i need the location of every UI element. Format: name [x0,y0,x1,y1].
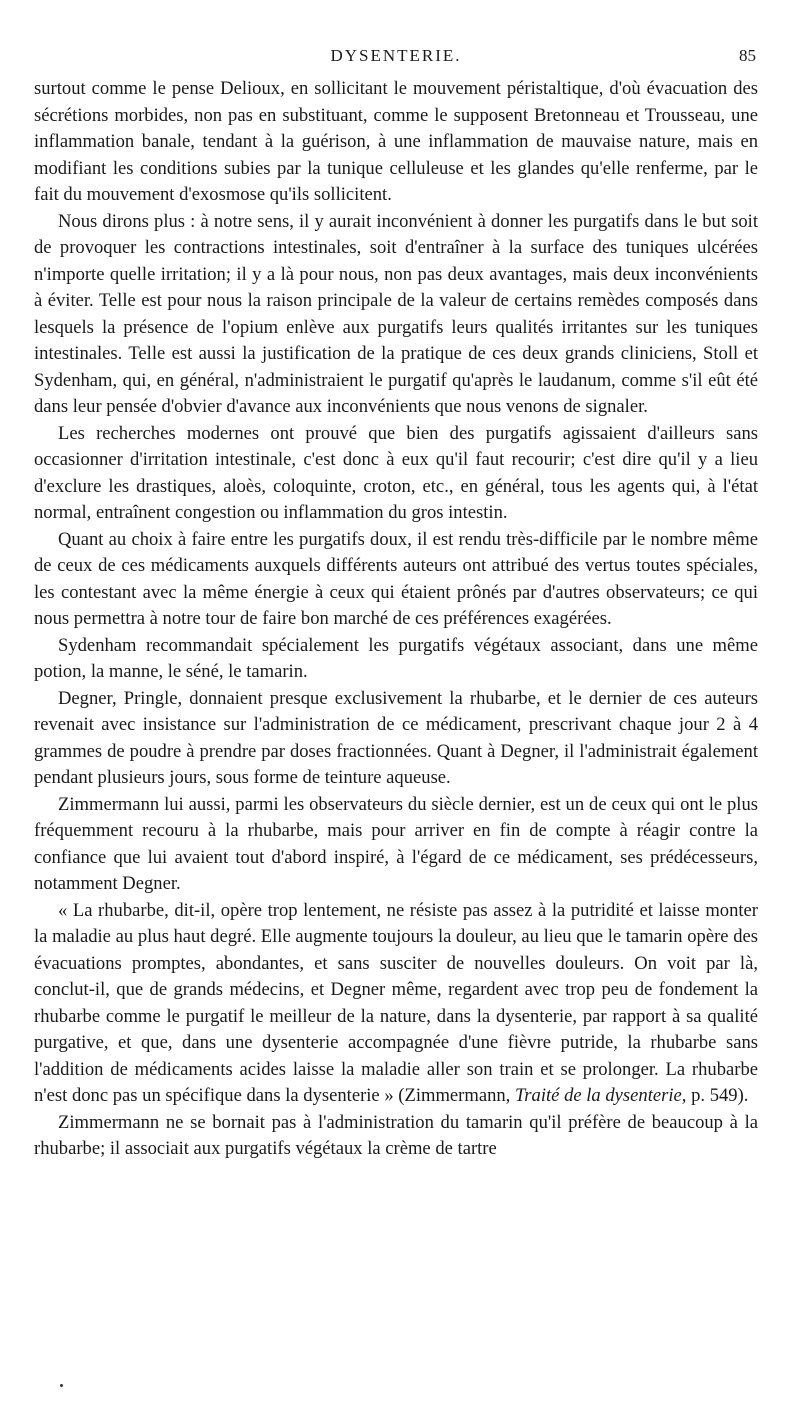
quotation-paragraph [34,898,758,1110]
ink-speck [60,1384,63,1387]
paragraph: Nous dirons plus : à notre sens, il y aurait inconvénient à donner les purgatifs dans le but soit de provoquer les contractions intestinales, soit d'entraîner à la surface des tuniques ulcérées n'importe quelle irritation; il y a là pour nous, non pas deux avantages, mais deux inconvénients à éviter. Telle est pour nous la raison principale de la valeur de certains remèdes composés dans lesquels la présence de l'opium enlève aux purgatifs leurs qualités irritantes sur les tuniques intestinales. Telle est aussi la justification de la pratique de ces deux grands cliniciens, Stoll et Sydenham, qui, en général, n'administraient le purgatif qu'après le laudanum, comme s'il eût été dans leur pensée d'obvier d'avance aux inconvénients que nous venons de signaler. [34,210,758,417]
quotation-text: « La rhubarbe, dit-il, opère trop lentement, ne résiste pas assez à la putridité et laisse monter la maladie au plus haut degré. Elle augmente toujours la douleur, au lieu que le tamarin opère des évacuations promptes, abondantes, et sans susciter de nouvelles douleurs. On voit par là, conclut-il, que de grands médecins, et Degner même, regardent avec trop peu de fondement la rhubarbe comme le purgatif le meilleur de la nature, dans la dysenterie, par rapport à sa qualité purgative, et que, dans une dysenterie accompagnée d'une fièvre putride, la rhubarbe sans l'addition de médicaments acides laisse la maladie aller son train et se prolonger. La rhubarbe n'est donc pas un spécifique dans la dysenterie » (Zimmermann, [34,899,758,1106]
citation-pages: , p. 549). [681,1085,749,1106]
paragraph: Zimmermann ne se bornait pas à l'administration du tamarin qu'il préfère de beaucoup à la rhubarbe; il associait aux purgatifs végétaux la crème de tartre [34,1111,758,1159]
paragraph: Zimmermann lui aussi, parmi les observateurs du siècle dernier, est un de ceux qui ont le plus fréquemment recouru à la rhubarbe, mais pour arriver en fin de compte à réagir contre la confiance que lui avaient tout d'abord inspiré, à l'égard de ce médicament, ses prédécesseurs, notamment Degner. [34,793,758,894]
paragraph: Quant au choix à faire entre les purgatifs doux, il est rendu très-difficile par le nombre même de ceux de ces médicaments auxquels différents auteurs ont attribué des vertus toutes spéciales, les contestant avec la même énergie à ceux qui étaient prônés par d'autres observateurs; ce qui nous permettra à notre tour de faire bon marché de ces préférences exagérées. [34,528,758,629]
body-text [34,76,758,1163]
running-title: DYSENTERIE. [330,46,462,65]
paragraph: Sydenham recommandait spécialement les purgatifs végétaux associant, dans une même potion, la manne, le séné, le tamarin. [34,634,758,682]
running-head [34,40,758,70]
paragraph: surtout comme le pense Delioux, en sollicitant le mouvement péristaltique, d'où évacuation des sécrétions morbides, non pas en substituant, comme le supposent Bretonneau et Trousseau, une inflammation banale, tendant à la guérison, à une inflammation de mauvaise nature, mais en modifiant les conditions subies par la tunique celluleuse et les glandes qu'elle renferme, par le fait du mouvement d'exosmose qu'ils sollicitent. [34,78,758,205]
paragraph: Degner, Pringle, donnaient presque exclusivement la rhubarbe, et le dernier de ces auteurs revenait avec insistance sur l'administration de ce médicament, prescrivant chaque jour 2 à 4 grammes de poudre à prendre par doses fractionnées. Quant à Degner, il l'administrait également pendant plusieurs jours, sous forme de teinture aqueuse. [34,687,758,788]
paragraph: Les recherches modernes ont prouvé que bien des purgatifs agissaient d'ailleurs sans occasionner d'irritation intestinale, c'est donc à eux qu'il faut recourir; c'est dire qu'il y a lieu d'exclure les drastiques, aloès, coloquinte, croton, etc., en général, tous les agents qui, à l'état normal, entraînent congestion ou inflammation du gros intestin. [34,422,758,523]
citation-title: Traité de la dysenterie [514,1085,682,1106]
page-number: 85 [739,46,756,65]
